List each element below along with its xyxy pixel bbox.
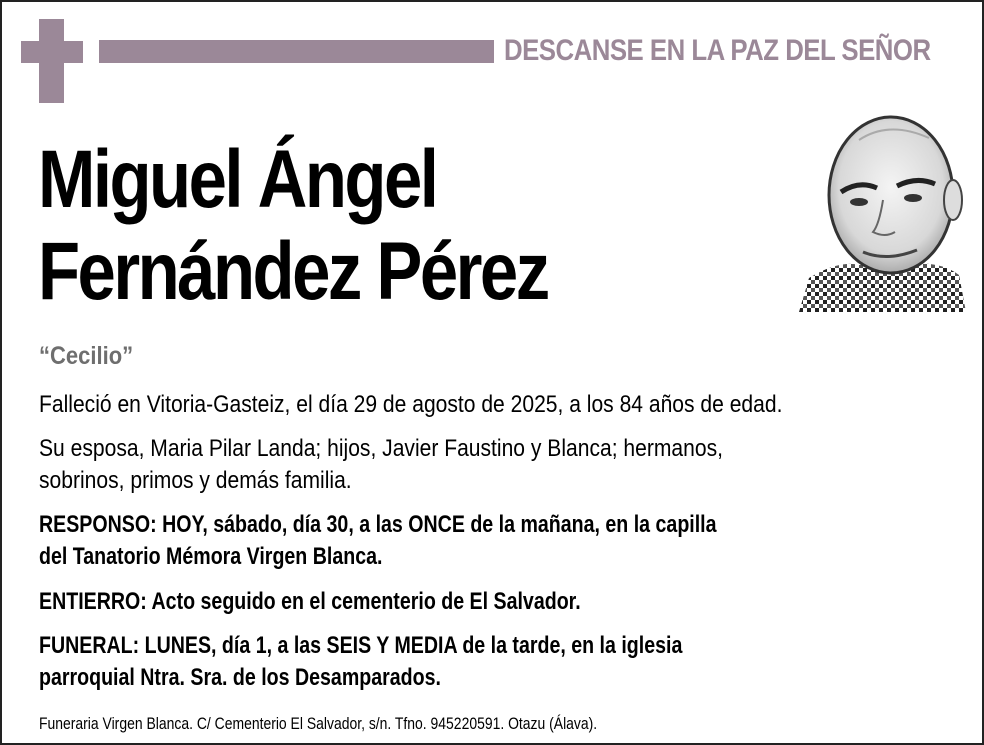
deceased-name — [38, 134, 645, 318]
cross-icon-crossbar — [21, 41, 83, 63]
funeral-home-info: Funeraria Virgen Blanca. C/ Cementerio El Salvador, s/n. Tfno. 945220591. Otazu (Álava). — [39, 714, 598, 733]
name-line-first: Miguel Ángel — [38, 134, 437, 225]
portrait-photo — [799, 100, 966, 312]
family-line-2: sobrinos, primos y demás familia. — [39, 467, 352, 494]
funeral-line-2: parroquial Ntra. Sra. de los Desamparados. — [39, 664, 441, 691]
responso-line-1: RESPONSO: HOY, sábado, día 30, a las ONCE de la mañana, en la capilla — [39, 511, 717, 538]
entierro-notice: ENTIERRO: Acto seguido en el cementerio de El Salvador. — [39, 588, 581, 615]
family-line-1: Su esposa, Maria Pilar Landa; hijos, Javier Faustino y Blanca; hermanos, — [39, 435, 723, 462]
nickname: “Cecilio” — [39, 342, 134, 370]
header-divider-bar — [99, 40, 494, 63]
header-title: DESCANSE EN LA PAZ DEL SEÑOR — [504, 34, 931, 67]
death-notice: Falleció en Vitoria-Gasteiz, el día 29 de agosto de 2025, a los 84 años de edad. — [39, 391, 783, 418]
name-line-surnames: Fernández Pérez — [38, 226, 548, 317]
funeral-line-1: FUNERAL: LUNES, día 1, a las SEIS Y MEDIA de la tarde, en la iglesia — [39, 632, 683, 659]
responso-line-2: del Tanatorio Mémora Virgen Blanca. — [39, 543, 383, 570]
